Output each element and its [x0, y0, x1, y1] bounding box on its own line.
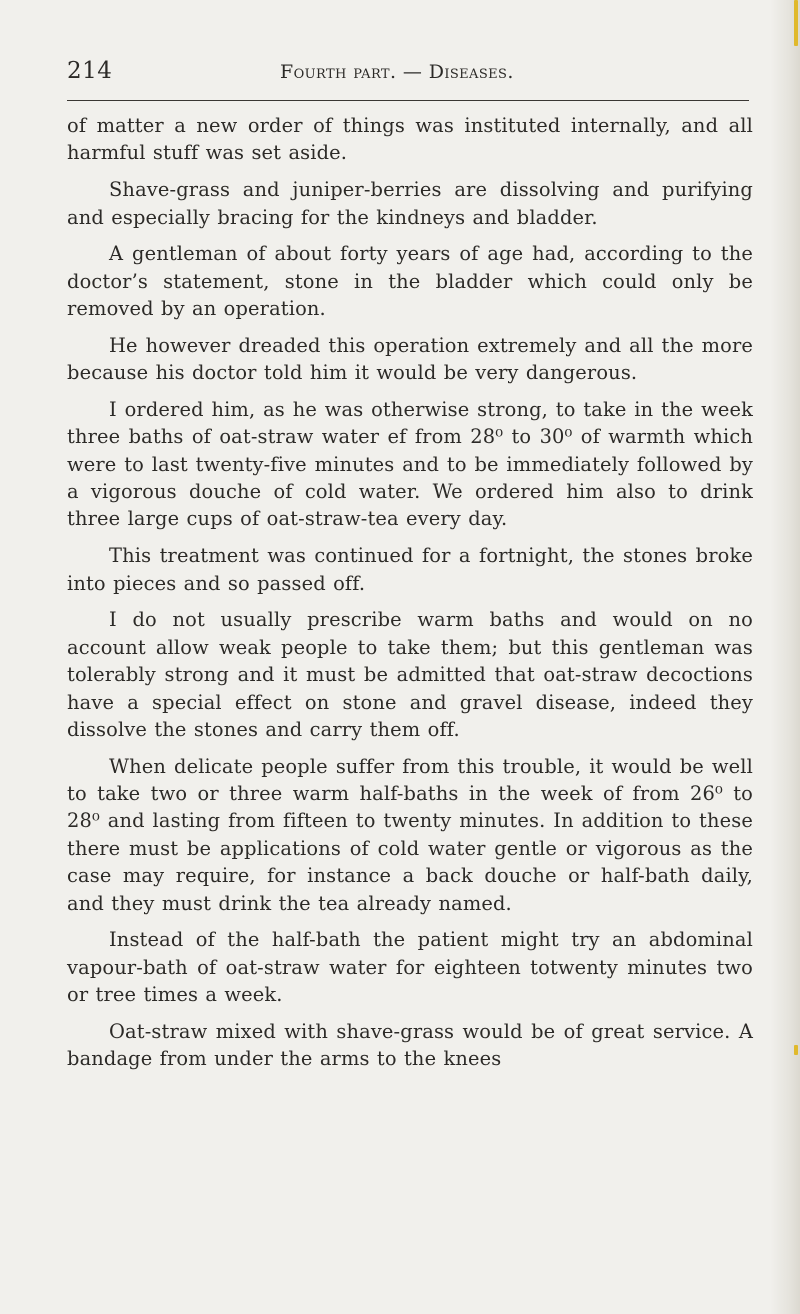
page-number: 214 [67, 58, 113, 84]
paragraph: He however dreaded this operation extremely and all the more because his doctor told him it would be very dangerous. [67, 333, 753, 385]
page-edge-mark [794, 1045, 798, 1055]
paragraph: A gentleman of about forty years of age had, according to the doctor’s statement, stone in the bladder which could only be removed by an operation. [67, 242, 753, 321]
page-header [67, 56, 749, 86]
paragraph: I do not usually prescribe warm baths and would on no account allow weak people to take them; but this gentleman was tolerably strong and it must be admitted that oat-straw decoctions have a special effect on stone and gravel disease, indeed they dissolve the stones and carry them off. [67, 608, 753, 741]
running-title: Fourth part. — Diseases. [280, 61, 514, 83]
paragraph: of matter a new order of things was instituted internally, and all harmful stuff was set aside. [67, 114, 753, 165]
page-edge-mark [794, 0, 798, 46]
body-text [67, 112, 753, 1082]
paragraph: This treatment was continued for a fortnight, the stones broke into pieces and so passed off. [67, 544, 753, 595]
paragraph: When delicate people suffer from this trouble, it would be well to take two or three warm half-baths in the week of from 26⁰ to 28⁰ and lasting from fifteen to twenty minutes. In addition to these there must be applications of cold water gentle or vigorous as the case may require, for instance a back douche or half-bath daily, and they must drink the tea already named. [67, 754, 753, 915]
paragraph: Shave-grass and juniper-berries are dissolving and purifying and especially bracing for the kindneys and bladder. [67, 178, 753, 229]
paragraph: Instead of the half-bath the patient might try an abdominal vapour-bath of oat-straw water for eighteen totwenty minutes two or tree times a week. [67, 928, 753, 1007]
paragraph: I ordered him, as he was otherwise strong, to take in the week three baths of oat-straw water ef from 28⁰ to 30⁰ of warmth which were to last twenty-five minutes and to be immediately followed by a vigorous douche of cold water. We ordered him also to drink three large cups of oat-straw-tea every day. [67, 397, 753, 531]
header-rule [67, 100, 749, 101]
paragraph: Oat-straw mixed with shave-grass would be of great service. A bandage from under the arms to the knees [67, 1019, 753, 1071]
